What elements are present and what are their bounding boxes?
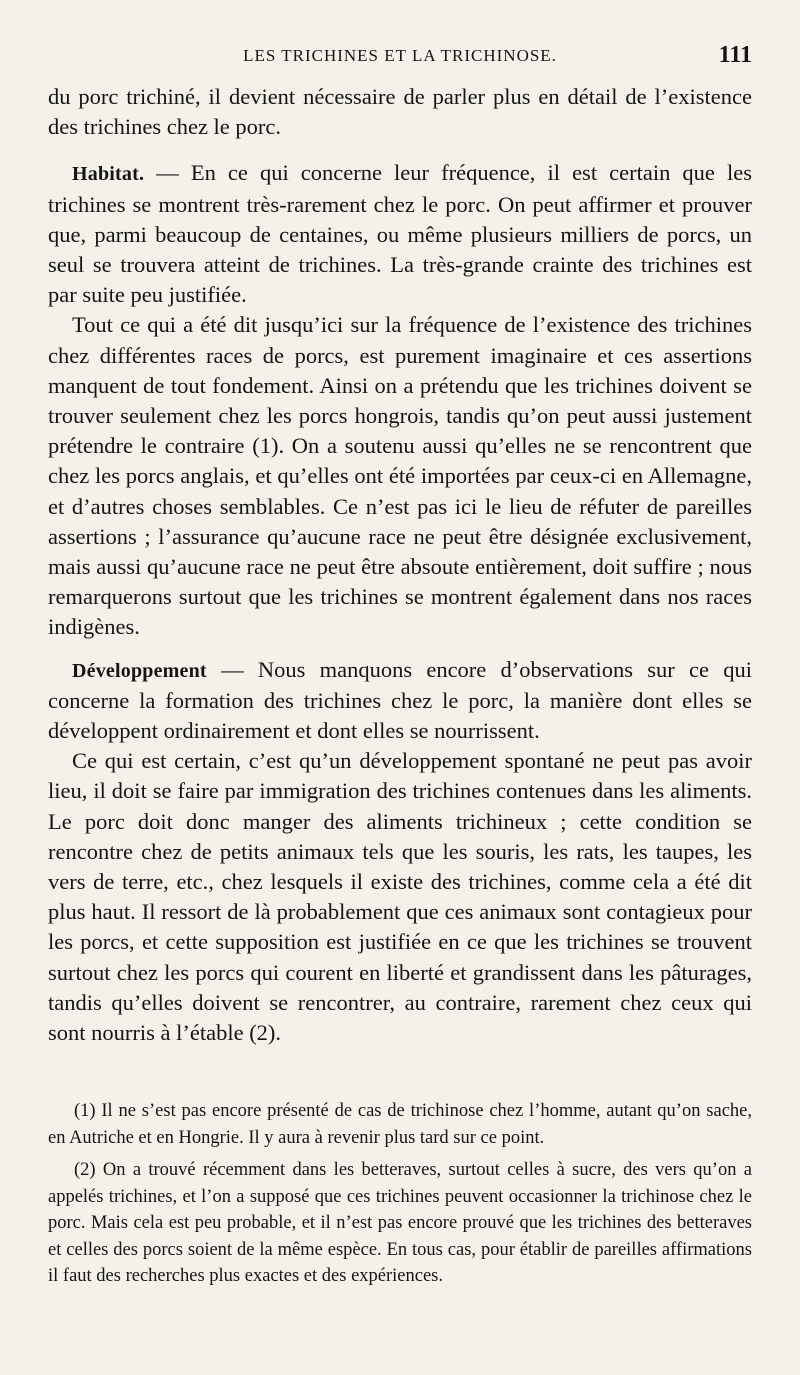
section-heading-developpement: Développement (72, 659, 207, 682)
main-text (48, 82, 752, 1048)
paragraph-immigration: Ce qui est certain, c’est qu’un développement spontané ne peut pas avoir lieu, il doit se faire par immigration des trichines contenues dans les aliments. Le porc doit donc manger des aliments trichineux ; cette condition se rencontre chez de petits animaux tels que les souris, les rats, les taupes, les vers de terre, etc., chez lesquels il existe des trichines, comme cela a été dit plus haut. Il ressort de là probablement que ces animaux sont contagieux pour les porcs, et cette supposition est justifiée en ce que les trichines se trouvent surtout chez les porcs qui courent en liberté et grandissent dans les pâturages, tandis qu’elles doivent se rencontrer, au contraire, rarement chez ceux qui sont nourris à l’étable (2). (48, 748, 752, 1046)
footnote-2: (2) On a trouvé récemment dans les betteraves, surtout celles à sucre, des vers qu’on a appelés trichines, et l’on a supposé que ces trichines peuvent occasionner la trichinose chez le porc. Mais cela est peu probable, et il n’est pas encore prouvé que les trichines des betteraves et celles des porcs soient de la même espèce. En tous cas, pour établir de pareilles affirmations il faut des recherches plus exactes et des expériences. (48, 1160, 752, 1286)
paragraph-developpement-text: — Nous manquons encore d’observations sur ce qui concerne la formation des trichines chez le porc, la manière dont elles se développent ordinairement et dont elles se nourrissent. (48, 656, 752, 744)
paragraph-intro: du porc trichiné, il devient nécessaire de parler plus en détail de l’existence des trichines chez le porc. (48, 84, 752, 140)
running-title: LES TRICHINES ET LA TRICHINOSE. (243, 46, 557, 65)
paragraph-developpement (48, 655, 752, 747)
footnote-1: (1) Il ne s’est pas encore présenté de cas de trichinose chez l’homme, autant qu’on sache, en Autriche et en Hongrie. Il y aura à revenir plus tard sur ce point. (48, 1101, 752, 1148)
footnotes (48, 1098, 752, 1290)
paragraph-habitat-text: — En ce qui concerne leur fréquence, il est certain que les trichines se montrent très-rarement chez le porc. On peut affirmer et prouver que, parmi beaucoup de centaines, ou même plusieurs milliers de porcs, un seul se trouvera atteint de trichines. La très-grande crainte des trichines est par suite peu justifiée. (48, 160, 752, 308)
section-heading-habitat: Habitat. (72, 163, 145, 186)
paragraph-habitat (48, 158, 752, 310)
paragraph-frequency: Tout ce qui a été dit jusqu’ici sur la fréquence de l’existence des trichines chez différentes races de porcs, est purement imaginaire et ces assertions manquent de tout fondement. Ainsi on a prétendu que les trichines doivent se trouver seulement chez les porcs hongrois, tandis qu’on peut aussi justement prétendre le contraire (1). On a soutenu aussi qu’elles ne se rencontrent que chez les porcs anglais, et qu’elles ont été importées par ceux-ci en Allemagne, et d’autres choses semblables. Ce n’est pas ici le lieu de réfuter de pareilles assertions ; l’assurance qu’aucune race ne peut être désignée exclusivement, mais aussi qu’aucune race ne peut être absoute entièrement, doit suffire ; nous remarquerons surtout que les trichines se montrent également dans nos races indigènes. (48, 312, 752, 640)
page-number: 111 (718, 42, 752, 68)
page-header (48, 42, 752, 82)
